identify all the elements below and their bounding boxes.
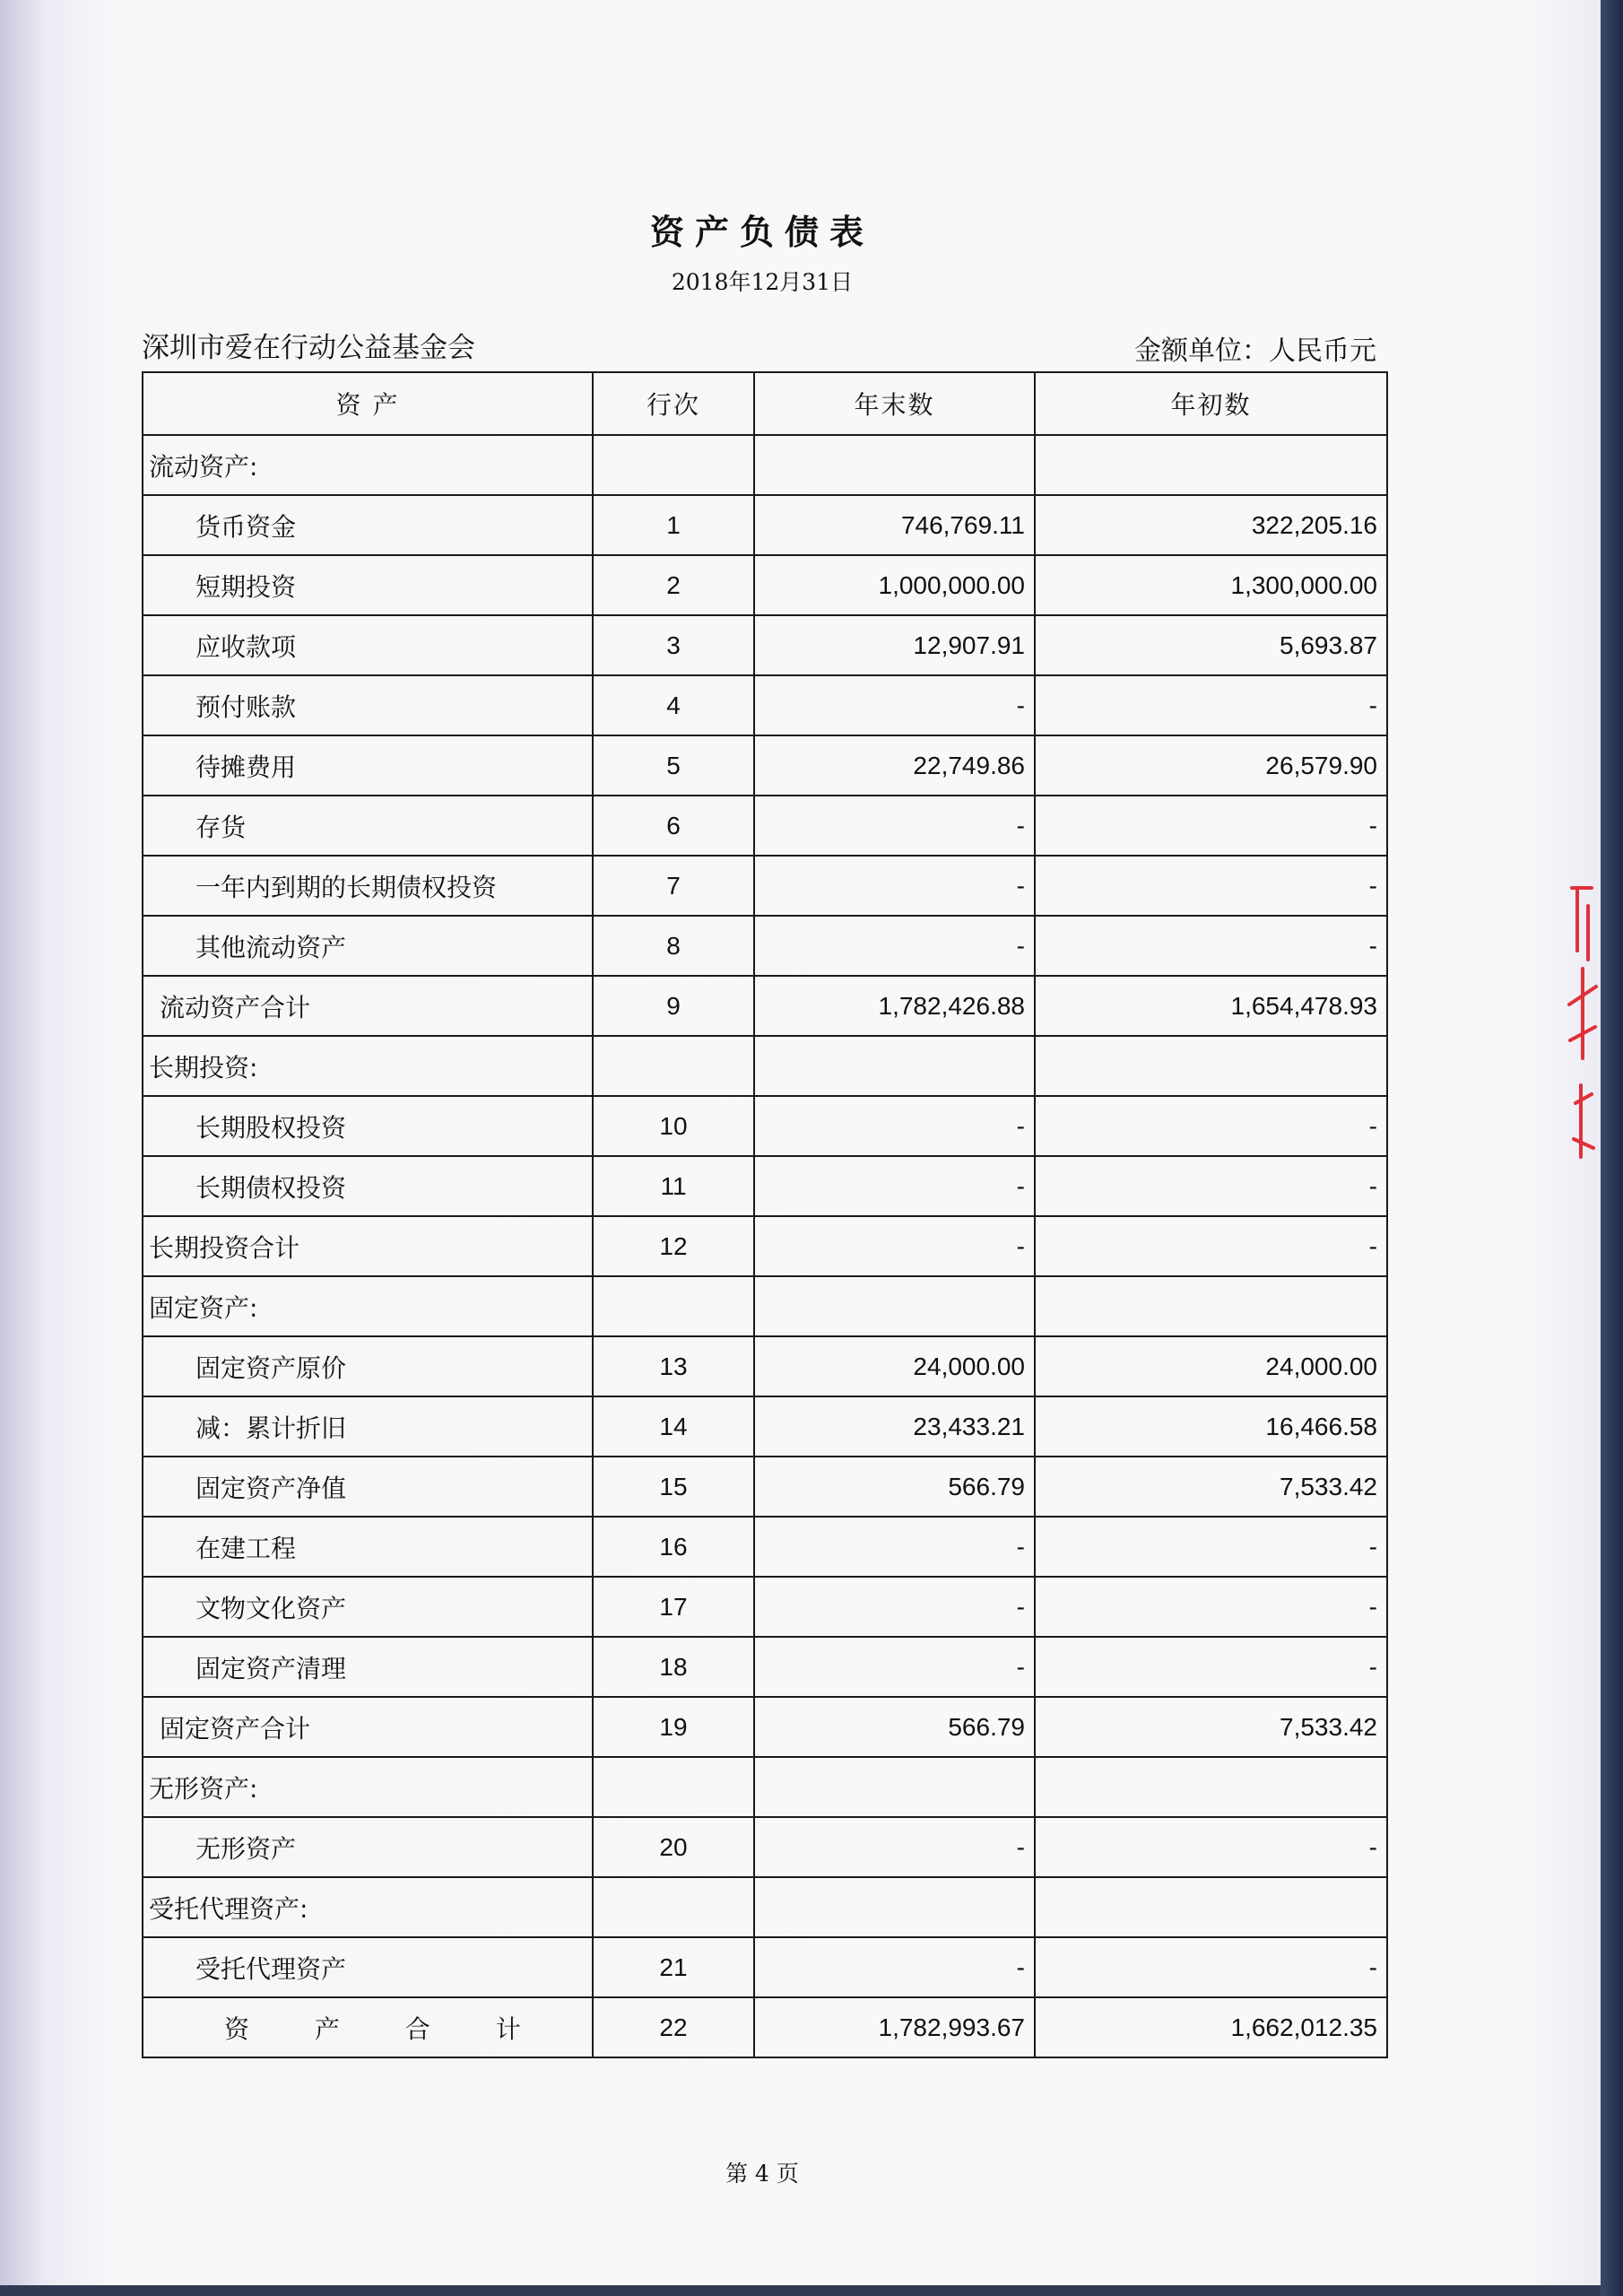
row-item: 长期投资: xyxy=(143,1036,593,1096)
row-item: 长期投资合计 xyxy=(143,1216,593,1276)
report-title: 资产负债表 xyxy=(649,212,874,252)
col-header-year-begin: 年初数 xyxy=(1035,372,1387,435)
row-line: 21 xyxy=(593,1937,754,1997)
row-item: 固定资产原价 xyxy=(143,1336,593,1396)
row-year-end: 566.79 xyxy=(754,1697,1035,1757)
row-year-end xyxy=(754,435,1035,495)
row-line: 10 xyxy=(593,1096,754,1156)
row-item: 其他流动资产 xyxy=(143,916,593,976)
row-year-begin: - xyxy=(1035,1637,1387,1697)
row-year-begin: - xyxy=(1035,1817,1387,1877)
row-item: 预付账款 xyxy=(143,675,593,735)
row-year-end xyxy=(754,1276,1035,1336)
row-year-begin: - xyxy=(1035,1517,1387,1577)
table-row xyxy=(143,796,1387,856)
row-item: 受托代理资产 xyxy=(143,1937,593,1997)
red-stamp-fragment xyxy=(1565,870,1601,1193)
subtotal-row xyxy=(143,1216,1387,1276)
row-year-begin: - xyxy=(1035,1937,1387,1997)
row-year-end: 24,000.00 xyxy=(754,1336,1035,1396)
col-header-year-end: 年末数 xyxy=(754,372,1035,435)
section-row xyxy=(143,1276,1387,1336)
table-row xyxy=(143,856,1387,916)
table-row xyxy=(143,1937,1387,1997)
row-year-end: - xyxy=(754,1216,1035,1276)
row-year-end: - xyxy=(754,1637,1035,1697)
row-year-end: - xyxy=(754,856,1035,916)
row-year-begin: - xyxy=(1035,1096,1387,1156)
section-row xyxy=(143,1877,1387,1937)
table-row xyxy=(143,1517,1387,1577)
row-year-end: 1,782,993.67 xyxy=(754,1997,1035,2057)
row-item: 货币资金 xyxy=(143,495,593,555)
row-item: 固定资产合计 xyxy=(143,1697,593,1757)
table-row xyxy=(143,735,1387,796)
row-line: 5 xyxy=(593,735,754,796)
row-year-begin: - xyxy=(1035,1216,1387,1276)
row-year-end: 12,907.91 xyxy=(754,615,1035,675)
table-row xyxy=(143,495,1387,555)
table-row xyxy=(143,916,1387,976)
row-year-end: 1,782,426.88 xyxy=(754,976,1035,1036)
row-year-end: - xyxy=(754,1577,1035,1637)
row-item: 固定资产: xyxy=(143,1276,593,1336)
row-year-end xyxy=(754,1757,1035,1817)
row-item: 一年内到期的长期债权投资 xyxy=(143,856,593,916)
row-line: 11 xyxy=(593,1156,754,1216)
row-item: 文物文化资产 xyxy=(143,1577,593,1637)
row-line: 17 xyxy=(593,1577,754,1637)
row-year-end: 22,749.86 xyxy=(754,735,1035,796)
col-header-line: 行次 xyxy=(593,372,754,435)
row-year-begin: 7,533.42 xyxy=(1035,1697,1387,1757)
table-row xyxy=(143,435,1387,495)
row-year-end: 23,433.21 xyxy=(754,1396,1035,1457)
row-year-end: - xyxy=(754,675,1035,735)
table-row xyxy=(143,1457,1387,1517)
row-year-begin: 5,693.87 xyxy=(1035,615,1387,675)
table-header-row xyxy=(143,372,1387,435)
row-item: 受托代理资产: xyxy=(143,1877,593,1937)
row-line: 9 xyxy=(593,976,754,1036)
row-line: 2 xyxy=(593,555,754,615)
row-year-end: - xyxy=(754,1517,1035,1577)
row-item: 固定资产净值 xyxy=(143,1457,593,1517)
row-year-begin: 16,466.58 xyxy=(1035,1396,1387,1457)
subtotal-row xyxy=(143,1697,1387,1757)
table-row xyxy=(143,1096,1387,1156)
table-row xyxy=(143,1396,1387,1457)
currency-unit: 金额单位：人民币元 xyxy=(1134,335,1376,367)
row-year-end: - xyxy=(754,796,1035,856)
book-spine xyxy=(1601,0,1623,2296)
table-row xyxy=(143,1817,1387,1877)
row-line: 3 xyxy=(593,615,754,675)
row-item: 流动资产: xyxy=(143,435,593,495)
row-item: 在建工程 xyxy=(143,1517,593,1577)
row-year-begin: 24,000.00 xyxy=(1035,1336,1387,1396)
organization-name: 深圳市爱在行动公益基金会 xyxy=(142,332,475,364)
row-item: 长期债权投资 xyxy=(143,1156,593,1216)
row-line: 4 xyxy=(593,675,754,735)
row-year-end xyxy=(754,1036,1035,1096)
row-year-begin: 1,654,478.93 xyxy=(1035,976,1387,1036)
row-year-begin: 1,300,000.00 xyxy=(1035,555,1387,615)
col-header-item: 资 产 xyxy=(143,372,593,435)
row-item: 资 产 合 计 xyxy=(143,1997,593,2057)
row-year-begin: - xyxy=(1035,796,1387,856)
row-year-end: - xyxy=(754,1156,1035,1216)
row-item: 短期投资 xyxy=(143,555,593,615)
page-number: 第 4 页 xyxy=(725,2161,799,2187)
row-year-begin: - xyxy=(1035,916,1387,976)
row-year-end: - xyxy=(754,1096,1035,1156)
row-line: 6 xyxy=(593,796,754,856)
total-row xyxy=(143,1997,1387,2057)
row-line xyxy=(593,1036,754,1096)
row-line: 13 xyxy=(593,1336,754,1396)
row-year-end xyxy=(754,1877,1035,1937)
section-row xyxy=(143,1757,1387,1817)
row-line: 19 xyxy=(593,1697,754,1757)
row-year-begin: 1,662,012.35 xyxy=(1035,1997,1387,2057)
report-date: 2018年12月31日 xyxy=(671,269,854,295)
subtotal-row xyxy=(143,976,1387,1036)
row-item: 存货 xyxy=(143,796,593,856)
row-line: 7 xyxy=(593,856,754,916)
row-item: 应收款项 xyxy=(143,615,593,675)
row-year-end: 746,769.11 xyxy=(754,495,1035,555)
row-line: 22 xyxy=(593,1997,754,2057)
row-year-end: - xyxy=(754,1817,1035,1877)
row-year-begin: 7,533.42 xyxy=(1035,1457,1387,1517)
table-row xyxy=(143,615,1387,675)
row-line: 1 xyxy=(593,495,754,555)
row-line xyxy=(593,1757,754,1817)
row-year-begin: - xyxy=(1035,856,1387,916)
row-line: 8 xyxy=(593,916,754,976)
row-year-begin: 322,205.16 xyxy=(1035,495,1387,555)
row-year-begin: - xyxy=(1035,1577,1387,1637)
row-year-begin xyxy=(1035,1036,1387,1096)
row-item: 减：累计折旧 xyxy=(143,1396,593,1457)
row-line: 14 xyxy=(593,1396,754,1457)
row-year-begin xyxy=(1035,435,1387,495)
row-line: 12 xyxy=(593,1216,754,1276)
row-item: 固定资产清理 xyxy=(143,1637,593,1697)
row-line: 15 xyxy=(593,1457,754,1517)
row-year-end: 1,000,000.00 xyxy=(754,555,1035,615)
row-year-begin xyxy=(1035,1276,1387,1336)
row-year-begin: - xyxy=(1035,675,1387,735)
row-item: 无形资产 xyxy=(143,1817,593,1877)
row-item: 长期股权投资 xyxy=(143,1096,593,1156)
table-row xyxy=(143,555,1387,615)
row-year-end: - xyxy=(754,916,1035,976)
row-year-end: - xyxy=(754,1937,1035,1997)
row-item: 无形资产: xyxy=(143,1757,593,1817)
row-line: 16 xyxy=(593,1517,754,1577)
section-row xyxy=(143,1036,1387,1096)
row-item: 待摊费用 xyxy=(143,735,593,796)
row-line xyxy=(593,1877,754,1937)
table-row xyxy=(143,1156,1387,1216)
row-line xyxy=(593,435,754,495)
table-row xyxy=(143,1637,1387,1697)
row-line: 18 xyxy=(593,1637,754,1697)
row-item: 流动资产合计 xyxy=(143,976,593,1036)
balance-sheet-table xyxy=(142,371,1388,2058)
row-line xyxy=(593,1276,754,1336)
row-line: 20 xyxy=(593,1817,754,1877)
table-row xyxy=(143,1577,1387,1637)
row-year-begin xyxy=(1035,1877,1387,1937)
row-year-end: 566.79 xyxy=(754,1457,1035,1517)
table-row xyxy=(143,675,1387,735)
row-year-begin xyxy=(1035,1757,1387,1817)
table-row xyxy=(143,1336,1387,1396)
row-year-begin: 26,579.90 xyxy=(1035,735,1387,796)
row-year-begin: - xyxy=(1035,1156,1387,1216)
